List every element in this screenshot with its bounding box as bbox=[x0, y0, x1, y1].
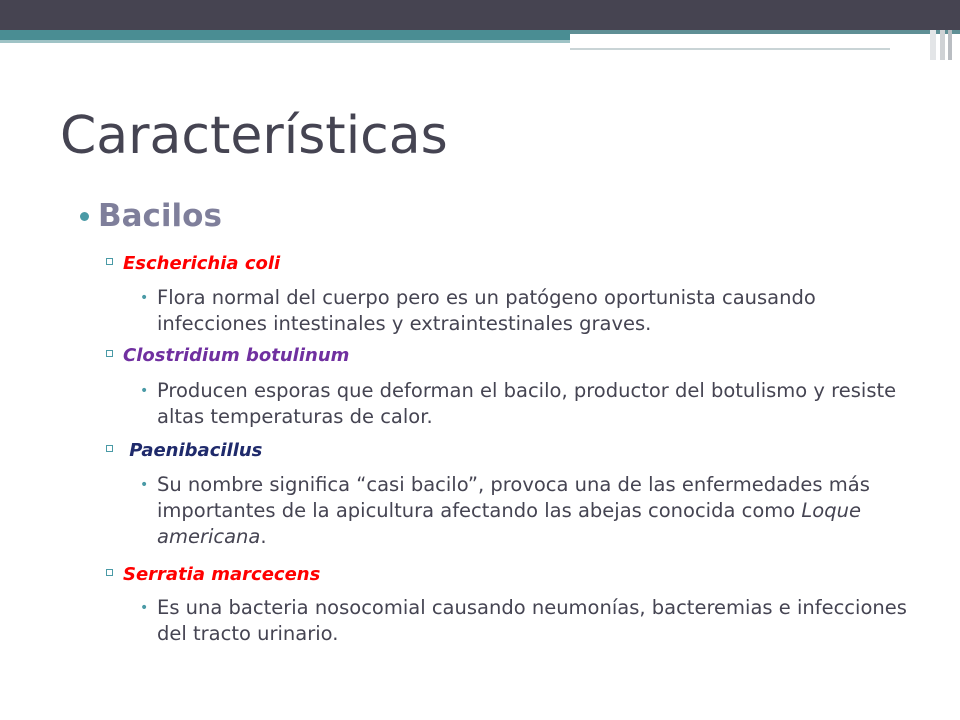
square-bullet-icon bbox=[106, 258, 113, 265]
item-clostridium-botulinum bbox=[106, 345, 349, 366]
description-text: Producen esporas que deforman el bacilo, productor del botulismo y resiste altas temperaturas de calor. bbox=[157, 379, 897, 428]
square-bullet-icon bbox=[106, 350, 113, 357]
item-serratia-marcecens bbox=[106, 564, 320, 585]
small-bullet-icon: • bbox=[140, 290, 149, 306]
small-bullet-icon: • bbox=[140, 600, 149, 616]
description-text: Es una bacteria nosocomial causando neumonías, bacteremias e infecciones del tracto urinario. bbox=[157, 596, 907, 645]
loque-americana-term: Loque americana bbox=[157, 499, 861, 548]
item-description bbox=[140, 378, 910, 430]
item-description bbox=[140, 285, 910, 337]
item-description bbox=[140, 472, 910, 550]
item-name: Serratia marcecens bbox=[123, 564, 321, 585]
small-bullet-icon: • bbox=[140, 383, 149, 399]
decorative-accent-lines bbox=[0, 30, 960, 60]
item-name: Escherichia coli bbox=[123, 253, 281, 274]
description-text bbox=[140, 472, 910, 550]
item-paenibacillus bbox=[106, 440, 262, 461]
item-name: Clostridium botulinum bbox=[123, 345, 350, 366]
slide-title: Características bbox=[60, 106, 448, 166]
description-end: . bbox=[260, 525, 267, 548]
description-main: Su nombre significa “casi bacilo”, provoca una de las enfermedades más importantes de la apicultura afectando las abejas conocida como bbox=[157, 473, 870, 522]
square-bullet-icon bbox=[106, 569, 113, 576]
small-bullet-icon: • bbox=[140, 477, 149, 493]
description-text: Flora normal del cuerpo pero es un patógeno oportunista causando infecciones intestinales y extraintestinales graves. bbox=[157, 286, 816, 335]
bullet-dot-icon bbox=[80, 212, 89, 221]
top-banner bbox=[0, 0, 960, 30]
item-description bbox=[140, 595, 910, 647]
heading-bacilos: Bacilos bbox=[98, 198, 222, 234]
square-bullet-icon bbox=[106, 445, 113, 452]
item-name: Paenibacillus bbox=[129, 440, 263, 461]
item-escherichia-coli bbox=[106, 253, 280, 274]
